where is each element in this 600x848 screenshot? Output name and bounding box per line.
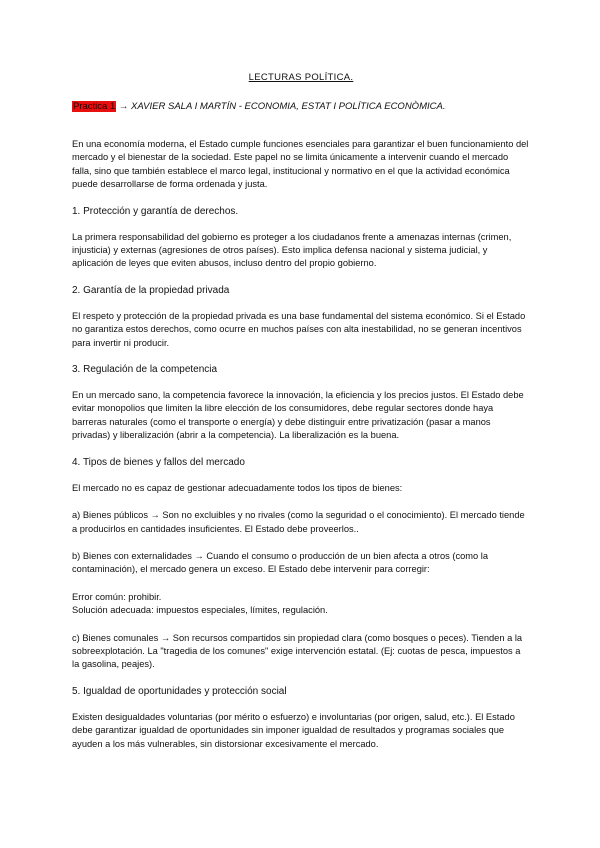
- document-title: LECTURAS POLÍTICA.: [248, 72, 354, 83]
- section-1-heading: 1. Protección y garantía de derechos.: [72, 205, 239, 217]
- section-4-item-c: c) Bienes comunales → Son recursos compartidos sin propiedad clara (como bosques o peces). Tienden a la sobreexplotación. La "tragedia de los comunes" exige intervención estatal. (Ej: cuotas de pesca, impuestos a la gasolina, peajes).: [72, 632, 523, 670]
- section-1-text: La primera responsabilidad del gobierno es proteger a los ciudadanos frente a amenazas internas (crimen, injusticia) y externas (agresiones de otros países). Esto implica defensa nacional y sistema judicial, y aplicación de leyes que eviten abusos, incluso dentro del propio gobierno.: [72, 231, 512, 269]
- section-5-text: Existen desigualdades voluntarias (por mérito o esfuerzo) e involuntarias (por origen, salud, etc.). El Estado debe garantizar igualdad de oportunidades sin imponer igualdad de resultados y programas sociales que ayuden a los más vulnerables, sin distorsionar excesivamente el mercado.: [72, 711, 515, 749]
- subtitle-text: → XAVIER SALA I MARTÍN - ECONOMIA, ESTAT I POLÍTICA ECONÒMICA.: [116, 101, 446, 112]
- section-5-heading: 5. Igualdad de oportunidades y protección social: [72, 685, 287, 697]
- practice-highlight: Practica 1: [73, 101, 116, 112]
- section-2-heading: 2. Garantía de la propiedad privada: [72, 284, 230, 296]
- section-4-intro: El mercado no es capaz de gestionar adecuadamente todos los tipos de bienes:: [72, 482, 403, 493]
- section-4-solucion: Solución adecuada: impuestos especiales, límites, regulación.: [72, 605, 328, 616]
- section-4-heading: 4. Tipos de bienes y fallos del mercado: [72, 456, 245, 468]
- document-subtitle: [72, 101, 530, 112]
- section-2-text: El respeto y protección de la propiedad privada es una base fundamental del sistema económico. Si el Estado no garantiza estos derechos, como ocurre en muchos países con alta inestabilidad, no se generan incentivos para invertir ni producir.: [72, 310, 526, 348]
- intro-paragraph: En una economía moderna, el Estado cumple funciones esenciales para garantizar el buen funcionamiento del mercado y el bienestar de la sociedad. Este papel no se limita únicamente a intervenir cuando el mercado falla, sino que también establece el marco legal, institucional y normativo en el que la actividad económica puede desarrollarse de forma ordenada y justa.: [72, 139, 529, 190]
- section-3-text: En un mercado sano, la competencia favorece la innovación, la eficiencia y los precios justos. El Estado debe evitar monopolios que limiten la libre elección de los consumidores, debe regular sectores donde haya barreras naturales (como el transporte o energía) y debe distinguir entre privatización (pasar a manos privadas) y liberalización (abrir a la competencia). La liberalización es la buena.: [72, 390, 524, 441]
- section-4-item-a: a) Bienes públicos → Son no excluibles y no rivales (como la seguridad o el conocimiento). El mercado tiende a producirlos en cantidades insuficientes. El Estado debe proveerlos..: [72, 510, 525, 534]
- section-4-error: Error común: prohibir.: [72, 591, 162, 602]
- section-4-item-b: b) Bienes con externalidades → Cuando el consumo o producción de un bien afecta a otros (como la contaminación), el mercado genera un exceso. El Estado debe intervenir para corregir:: [72, 550, 489, 575]
- section-3-heading: 3. Regulación de la competencia: [72, 364, 218, 376]
